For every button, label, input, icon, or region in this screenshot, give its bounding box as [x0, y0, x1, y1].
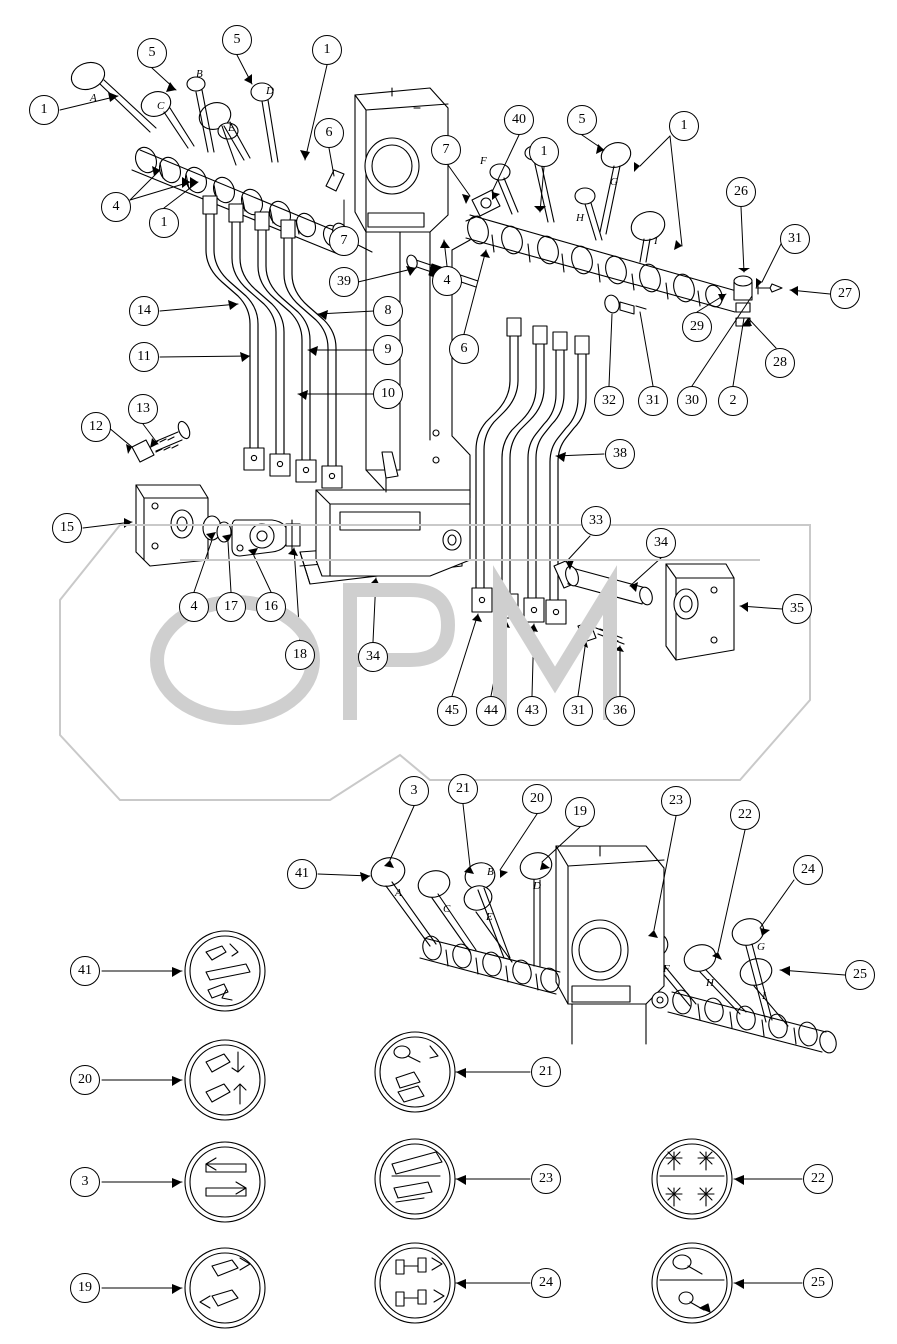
- knob-letter-top-left-A: A: [90, 92, 97, 104]
- knob-letter-bottom-F: F: [663, 963, 670, 975]
- callout-bubble-3[interactable]: 3: [70, 1167, 100, 1197]
- callout-bubble-1[interactable]: 1: [669, 111, 699, 141]
- callout-bubble-20[interactable]: 20: [522, 784, 552, 814]
- knob-letter-bottom-D: D: [533, 880, 541, 892]
- callout-bubble-24[interactable]: 24: [531, 1268, 561, 1298]
- callout-bubble-43[interactable]: 43: [517, 696, 547, 726]
- callout-bubble-7[interactable]: 7: [329, 226, 359, 256]
- callout-bubble-28[interactable]: 28: [765, 348, 795, 378]
- callout-bubble-2[interactable]: 2: [718, 386, 748, 416]
- callout-bubble-22[interactable]: 22: [730, 800, 760, 830]
- callout-bubble-10[interactable]: 10: [373, 379, 403, 409]
- callout-bubble-31[interactable]: 31: [563, 696, 593, 726]
- callout-bubble-5[interactable]: 5: [222, 25, 252, 55]
- callout-bubble-21[interactable]: 21: [448, 774, 478, 804]
- callout-bubble-25[interactable]: 25: [803, 1268, 833, 1298]
- callout-bubble-22[interactable]: 22: [803, 1164, 833, 1194]
- callout-bubble-31[interactable]: 31: [638, 386, 668, 416]
- callout-bubble-12[interactable]: 12: [81, 412, 111, 442]
- callout-bubble-29[interactable]: 29: [682, 312, 712, 342]
- knob-letter-bottom-C: C: [443, 903, 451, 915]
- callout-bubble-45[interactable]: 45: [437, 696, 467, 726]
- callout-bubble-5[interactable]: 5: [567, 105, 597, 135]
- callout-bubble-1[interactable]: 1: [312, 35, 342, 65]
- callout-bubble-39[interactable]: 39: [329, 267, 359, 297]
- callout-bubble-1[interactable]: 1: [149, 208, 179, 238]
- callout-bubble-36[interactable]: 36: [605, 696, 635, 726]
- callout-bubble-19[interactable]: 19: [70, 1273, 100, 1303]
- callout-bubble-34[interactable]: 34: [358, 642, 388, 672]
- callout-bubble-44[interactable]: 44: [476, 696, 506, 726]
- callout-bubble-18[interactable]: 18: [285, 640, 315, 670]
- callout-bubble-5[interactable]: 5: [137, 38, 167, 68]
- callout-bubble-30[interactable]: 30: [677, 386, 707, 416]
- callout-bubble-23[interactable]: 23: [531, 1164, 561, 1194]
- callout-bubble-24[interactable]: 24: [793, 855, 823, 885]
- callout-bubble-25[interactable]: 25: [845, 960, 875, 990]
- callout-bubble-1[interactable]: 1: [529, 137, 559, 167]
- callout-bubble-21[interactable]: 21: [531, 1057, 561, 1087]
- callout-bubble-19[interactable]: 19: [565, 797, 595, 827]
- callout-bubble-9[interactable]: 9: [373, 335, 403, 365]
- knob-letter-bottom-E: E: [486, 911, 493, 923]
- callout-bubble-11[interactable]: 11: [129, 342, 159, 372]
- callout-bubble-1[interactable]: 1: [29, 95, 59, 125]
- knob-letter-bottom-H: H: [706, 977, 714, 989]
- callout-bubble-23[interactable]: 23: [661, 786, 691, 816]
- callout-bubble-31[interactable]: 31: [780, 224, 810, 254]
- callout-bubble-4[interactable]: 4: [179, 592, 209, 622]
- knob-letter-top-left-B: B: [196, 68, 203, 80]
- callout-bubble-38[interactable]: 38: [605, 439, 635, 469]
- callout-bubble-41[interactable]: 41: [287, 859, 317, 889]
- knob-letter-bottom-I: I: [762, 990, 766, 1002]
- callout-bubble-6[interactable]: 6: [314, 118, 344, 148]
- knob-letter-bottom-A: A: [395, 887, 402, 899]
- callout-bubble-26[interactable]: 26: [726, 177, 756, 207]
- knob-letter-bottom-B: B: [487, 866, 494, 878]
- callout-bubble-14[interactable]: 14: [129, 296, 159, 326]
- knob-letter-top-right-H: H: [576, 212, 584, 224]
- callout-bubble-7[interactable]: 7: [431, 135, 461, 165]
- callout-bubble-6[interactable]: 6: [449, 334, 479, 364]
- callout-bubble-15[interactable]: 15: [52, 513, 82, 543]
- callout-bubble-4[interactable]: 4: [432, 266, 462, 296]
- knob-letter-top-left-C: C: [157, 100, 165, 112]
- callout-bubble-41[interactable]: 41: [70, 956, 100, 986]
- callout-bubble-20[interactable]: 20: [70, 1065, 100, 1095]
- callout-bubble-33[interactable]: 33: [581, 506, 611, 536]
- callout-bubble-8[interactable]: 8: [373, 296, 403, 326]
- callout-bubble-13[interactable]: 13: [128, 394, 158, 424]
- knob-letter-top-left-E: E: [228, 122, 235, 134]
- callout-bubble-4[interactable]: 4: [101, 192, 131, 222]
- knob-letter-top-right-F: F: [480, 155, 487, 167]
- callout-bubble-35[interactable]: 35: [782, 594, 812, 624]
- callout-bubble-34[interactable]: 34: [646, 528, 676, 558]
- callout-bubble-40[interactable]: 40: [504, 105, 534, 135]
- callout-bubble-27[interactable]: 27: [830, 279, 860, 309]
- callout-bubble-16[interactable]: 16: [256, 592, 286, 622]
- knob-letter-top-right-G: G: [610, 176, 618, 188]
- callout-bubble-3[interactable]: 3: [399, 776, 429, 806]
- callout-bubble-17[interactable]: 17: [216, 592, 246, 622]
- callout-bubble-32[interactable]: 32: [594, 386, 624, 416]
- knob-letter-top-left-D: D: [266, 85, 274, 97]
- knob-letter-top-right-I: I: [654, 235, 658, 247]
- knob-letter-bottom-G: G: [757, 941, 765, 953]
